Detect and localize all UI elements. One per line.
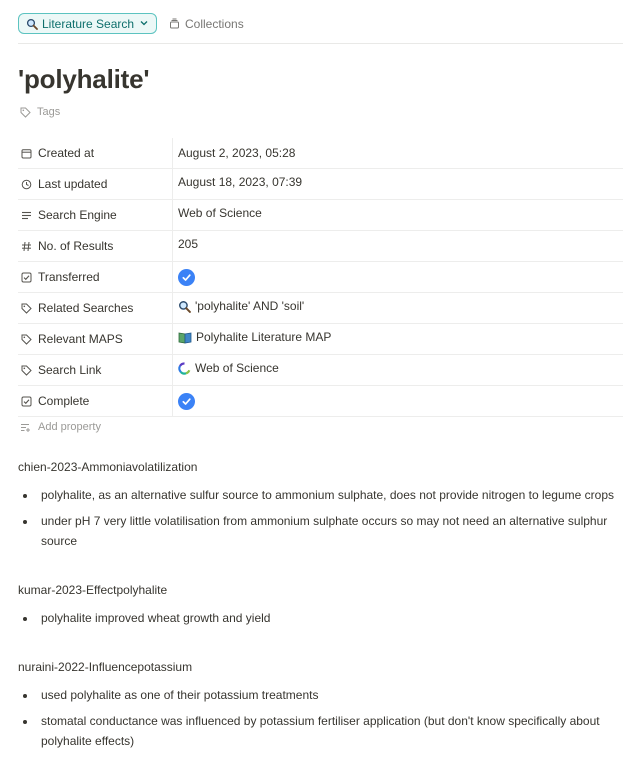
bullet-list	[18, 609, 623, 629]
property-key[interactable]	[18, 386, 173, 416]
tags-property[interactable]	[20, 106, 60, 118]
property-row-search-link	[18, 355, 623, 386]
tab-label: Literature Search	[42, 16, 135, 31]
clarivate-icon	[178, 362, 191, 375]
list-item[interactable]: under pH 7 very little volatilisation from ammonium sulphate occurs so may not need an alternative sulphur source	[18, 512, 623, 551]
note-group	[18, 458, 623, 551]
property-key-label: Last updated	[38, 177, 108, 191]
property-value	[173, 262, 623, 292]
bullet-list	[18, 486, 623, 552]
add-property-button[interactable]	[20, 421, 101, 433]
text-lines-icon	[20, 209, 32, 221]
property-key[interactable]	[18, 231, 173, 261]
page-title[interactable]: 'polyhalite'	[18, 64, 150, 94]
property-key-label: Related Searches	[38, 301, 134, 315]
property-key-label: Complete	[38, 394, 90, 408]
checkbox-icon	[20, 395, 32, 407]
properties-table	[18, 138, 623, 417]
property-value[interactable]	[173, 169, 623, 199]
property-value[interactable]	[173, 200, 623, 230]
search-engine-value: Web of Science	[178, 206, 262, 220]
magnifier-icon	[178, 300, 191, 313]
property-key-label: Search Engine	[38, 208, 117, 222]
list-plus-icon	[20, 422, 31, 433]
tags-label: Tags	[37, 106, 61, 118]
property-row-last-updated	[18, 169, 623, 200]
property-key-label: Relevant MAPS	[38, 332, 123, 346]
checkbox-icon	[20, 271, 32, 283]
page-body[interactable]	[18, 458, 623, 781]
view-tabs-bar	[18, 13, 623, 44]
property-key[interactable]	[18, 355, 173, 385]
property-key-label: No. of Results	[38, 239, 114, 253]
property-value	[173, 324, 623, 354]
tag-icon	[20, 302, 32, 314]
transferred-checkbox[interactable]	[178, 269, 195, 286]
property-key[interactable]	[18, 138, 173, 168]
related-search-link[interactable]: 'polyhalite' AND 'soil'	[195, 299, 305, 313]
search-link[interactable]: Web of Science	[195, 361, 279, 375]
property-key-label: Search Link	[38, 363, 102, 377]
tag-icon	[20, 364, 32, 376]
property-key[interactable]	[18, 200, 173, 230]
clock-icon	[20, 178, 32, 190]
property-row-complete	[18, 386, 623, 417]
note-group	[18, 581, 623, 628]
property-key[interactable]	[18, 293, 173, 323]
property-row-transferred	[18, 262, 623, 293]
list-item[interactable]: polyhalite, as an alternative sulfur source to ammonium sulphate, does not provide nitrogen to legume crops	[18, 486, 623, 506]
property-row-created-at	[18, 138, 623, 169]
tab-literature-search[interactable]	[18, 13, 157, 34]
property-key[interactable]	[18, 262, 173, 292]
magnifier-icon	[26, 18, 38, 30]
calendar-icon	[20, 147, 32, 159]
property-key-label: Transferred	[38, 270, 100, 284]
list-item[interactable]: used polyhalite as one of their potassium treatments	[18, 686, 623, 706]
list-item[interactable]: stomatal conductance was influenced by potassium fertiliser application (but don't know specifically about polyhalite effects)	[18, 712, 623, 751]
last-updated-value: August 18, 2023, 07:39	[178, 175, 303, 189]
property-key[interactable]	[18, 169, 173, 199]
property-value[interactable]	[173, 231, 623, 261]
property-value[interactable]	[173, 138, 623, 168]
list-item[interactable]: polyhalite improved wheat growth and yield	[18, 609, 623, 629]
property-row-search-engine	[18, 200, 623, 231]
tab-collections[interactable]	[169, 13, 244, 34]
created-at-value: August 2, 2023, 05:28	[178, 146, 296, 160]
bullet-list	[18, 686, 623, 752]
tag-icon	[20, 333, 32, 345]
stack-icon	[169, 18, 180, 29]
property-value	[173, 386, 623, 416]
property-key-label: Created at	[38, 146, 95, 160]
book-icon	[178, 331, 192, 344]
relevant-map-link[interactable]: Polyhalite Literature MAP	[196, 330, 332, 344]
hash-icon	[20, 240, 32, 252]
property-value	[173, 355, 623, 385]
property-row-related-searches	[18, 293, 623, 324]
chevron-down-icon[interactable]	[140, 19, 148, 29]
note-heading[interactable]: kumar-2023-Effectpolyhalite	[18, 583, 168, 597]
complete-checkbox[interactable]	[178, 393, 195, 410]
note-heading[interactable]: chien-2023-Ammoniavolatilization	[18, 460, 198, 474]
tag-icon	[20, 107, 31, 118]
note-heading[interactable]: nuraini-2022-Influencepotassium	[18, 660, 193, 674]
add-property-label: Add property	[38, 421, 101, 433]
property-key[interactable]	[18, 324, 173, 354]
results-count-value: 205	[178, 237, 199, 251]
property-row-no-of-results	[18, 231, 623, 262]
property-value	[173, 293, 623, 323]
property-row-relevant-maps	[18, 324, 623, 355]
note-group	[18, 658, 623, 751]
tab-label: Collections	[185, 16, 244, 31]
